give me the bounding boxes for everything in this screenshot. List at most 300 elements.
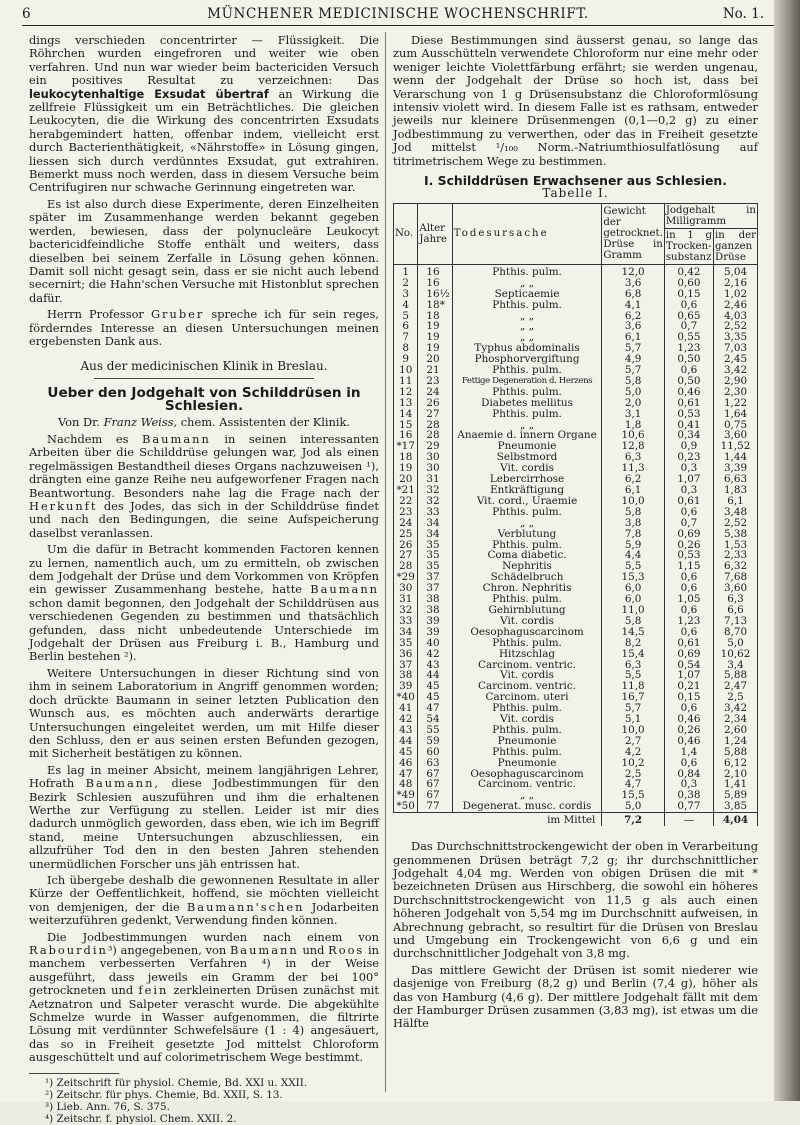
table-cell: 3,6 — [602, 278, 664, 289]
table-cell: 4,7 — [602, 779, 664, 790]
table-cell: 6 — [394, 321, 418, 332]
table-cell: 3,42 — [714, 703, 758, 714]
table-cell: 4,4 — [602, 550, 664, 561]
table-cell: 26 — [418, 398, 452, 409]
table-row — [394, 747, 758, 758]
table-cell: 67 — [418, 769, 452, 780]
table-cell: 4,1 — [602, 300, 664, 311]
table-row — [394, 681, 758, 692]
table-cell: 28 — [418, 430, 452, 441]
table-cell: 39 — [418, 616, 452, 627]
table-cell: 0,6 — [664, 627, 713, 638]
table-cell: Phthis. pulm. — [452, 594, 602, 605]
table-cell: 0,65 — [664, 311, 713, 322]
table-cell: 34 — [418, 518, 452, 529]
table-row — [394, 736, 758, 747]
table-cell: 39 — [394, 681, 418, 692]
table-cell: 8,2 — [602, 638, 664, 649]
table-cell: Phthis. pulm. — [452, 507, 602, 518]
table-row — [394, 594, 758, 605]
paragraph: Die Jodbestimmungen wurden nach einem von Rabourdin³) angegebenen, von Baumann und Roos in manchem verbesserten Verfahren ⁴) in der Weise ausgeführt, dass jeweils ein Gramm der bei 100° getrockneten und fein zerkleinerten Drüsen zunächst mit Aetznatron und Salpeter verascht wurde. Die abgekühlte Schmelze wurde in Wasser aufgenommen, die filtrirte Lösung mit verdünnter Schwefelsäure (1 : 4) angesäuert, das so in Freiheit gesetzte Jod mittelst Chloroform ausgeschüttelt und auf colorimetrischem Wege bestimmt. — [29, 929, 379, 1065]
article-author: Von Dr. Franz Weiss, chem. Assistenten der Klinik. — [57, 414, 350, 429]
table-cell: 45 — [418, 681, 452, 692]
paragraph: Weitere Untersuchungen in dieser Richtung sind von ihm in seinem Laboratorium in Angriff genommen worden; doch drückte Baumann in seiner letzten Publication den Wunsch aus, es möchten auch anderwärts derartige Untersuchungen eingeleitet werden, um mit Hilfe dieser den Schluss, den er aus seinen ersten Befunden gezogen, mit Sicherheit bestätigen zu können. — [29, 665, 379, 761]
table-cell: 43 — [394, 725, 418, 736]
table-cell: 5 — [394, 311, 418, 322]
table-cell: Phthis. pulm. — [452, 747, 602, 758]
table-cell: Vit. cord., Uraemie — [452, 496, 602, 507]
table-cell: Hitzschlag — [452, 649, 602, 660]
table-row — [394, 321, 758, 332]
table-cell: 42 — [418, 649, 452, 660]
table-cell: 2,60 — [714, 725, 758, 736]
table-cell: 0,26 — [664, 540, 713, 551]
table-cell: *40 — [394, 692, 418, 703]
table-cell: 16,7 — [602, 692, 664, 703]
table-cell: 2,34 — [714, 714, 758, 725]
table-cell: 2,52 — [714, 321, 758, 332]
table-cell: 2,45 — [714, 354, 758, 365]
table-cell: 44 — [394, 736, 418, 747]
table-cell: 35 — [418, 550, 452, 561]
table-cell: 1,83 — [714, 485, 758, 496]
footnote-rule — [29, 1073, 119, 1074]
table-cell: 32 — [394, 605, 418, 616]
table-cell: 37 — [394, 660, 418, 671]
table-cell: 34 — [418, 529, 452, 540]
table-cell: 2,5 — [714, 692, 758, 703]
table-cell: 0,6 — [664, 507, 713, 518]
table-cell: 16 — [394, 430, 418, 441]
table-row — [394, 649, 758, 660]
table-cell: 5,88 — [714, 747, 758, 758]
table-cell: 6,0 — [602, 583, 664, 594]
table-cell: 27 — [418, 409, 452, 420]
table-cell: 6,1 — [602, 485, 664, 496]
table-cell: 7,2 — [602, 813, 664, 826]
table-cell: 27 — [394, 550, 418, 561]
table-row — [394, 474, 758, 485]
table-cell: Carcinom. uteri — [452, 692, 602, 703]
table-cell: 3 — [394, 289, 418, 300]
author-name: Franz Weiss, — [103, 414, 178, 429]
table-cell: Pneumonie — [452, 736, 602, 747]
table-cell: 1,4 — [664, 747, 713, 758]
table-cell: 6,2 — [602, 474, 664, 485]
table-cell: 11,8 — [602, 681, 664, 692]
table-cell: „ „ — [452, 278, 602, 289]
table-cell: 7 — [394, 332, 418, 343]
table-row — [394, 430, 758, 441]
table-cell: 1,07 — [664, 474, 713, 485]
table-row — [394, 365, 758, 376]
table-cell: 16½ — [418, 289, 452, 300]
table-cell: 1,41 — [714, 779, 758, 790]
table-cell: *50 — [394, 801, 418, 812]
table-cell: 42 — [394, 714, 418, 725]
footnote: ²) Zeitschr. für phys. Chemie, Bd. XXII, S. 13. — [45, 1088, 283, 1101]
table-cell: 7,8 — [602, 529, 664, 540]
table-cell: 4 — [394, 300, 418, 311]
table-cell: 6,3 — [602, 660, 664, 671]
table-cell: Anaemie d. innern Organe — [452, 430, 602, 441]
table-cell: 67 — [418, 779, 452, 790]
table-cell: 37 — [418, 583, 452, 594]
col-header-jodgehalt: Jodgehalt in Milligramm — [665, 204, 756, 227]
col-header-gewicht: Gewicht der getrocknet. Drüse in Gramm — [602, 203, 664, 264]
table-cell: Phthis. pulm. — [452, 264, 602, 277]
table-cell: Pneumonie — [452, 441, 602, 452]
table-cell: 59 — [418, 736, 452, 747]
paragraph: Das mittlere Gewicht der Drüsen ist somit niederer wie dasjenige von Freiburg (8,2 g) und Berlin (7,4 g), höher als das von Hamburg (4,6 g). Der mittlere Jodgehalt fällt mit dem der Hamburger Drüsen zusammen (3,83 mg), ist etwas um die Hälfte — [393, 962, 758, 1031]
table-cell: Selbstmord — [452, 452, 602, 463]
table-cell: 13 — [394, 398, 418, 409]
table-cell: 4,04 — [714, 813, 758, 826]
table-cell: 0,46 — [664, 714, 713, 725]
table-cell: 1,24 — [714, 736, 758, 747]
paragraph: Es ist also durch diese Experimente, deren Einzelheiten später im Zusammenhange werden bekannt gegeben werden, bewiesen, dass der polynucleäre Leukocyt bactericidfeindliche Stoffe enthält und weiters, dass dieselben bei seinem Zerfalle in Lösung gehen können. Damit soll nicht gesagt sein, dass er sie nicht auch lebend secernirt; die Hahn'schen Versuche mit Histonblut sprechen dafür. — [29, 196, 379, 305]
table-cell: 5,8 — [602, 507, 664, 518]
table-cell: 30 — [394, 583, 418, 594]
table-cell: 5,0 — [602, 801, 664, 812]
table-cell: 2,52 — [714, 518, 758, 529]
col-header-todesursache: Todesursache — [452, 203, 602, 264]
paragraph: Es lag in meiner Absicht, meinem langjährigen Lehrer, Hofrath Baumann, diese Jodbestimmungen für den Bezirk Schlesien auszuführen und ihm die erhaltenen Werthe zur Verfügung zu stellen. Leider ist mir dies dadurch unmöglich geworden, dass eben, wie ich im Begriff stand, meine Untersuchungen abzuschliessen, ein allzufrüher Tod den in den besten Jahren stehenden unermüdlichen Forscher uns jäh entrissen hat. — [29, 762, 379, 871]
table-cell: 45 — [394, 747, 418, 758]
table-cell: 5,9 — [602, 540, 664, 551]
table-cell: Phthis. pulm. — [452, 387, 602, 398]
table-row — [394, 550, 758, 561]
table-cell: 2,10 — [714, 769, 758, 780]
table-row — [394, 692, 758, 703]
table-cell: 1 — [394, 264, 418, 277]
table-cell: 6,0 — [602, 594, 664, 605]
paragraph: dings verschieden concentrirter — Flüssigkeit. Die Röhrchen wurden eingefroren und weiter wie oben verfahren. Und nun war wieder beim bactericiden Versuch ein positives Resultat zu verzeichnen: Das leukocytenhaltige Exsudat übertraf an Wirkung die zellfreie Flüssigkeit um ein Beträchtliches. Die gleichen Leukocyten, die die Wirkung des concentrirten Exsudats herabgemindert hatten, offenbar indem, vielleicht erst durch Bacterienthätigkeit, «Nährstoffe» in Lösung gingen, liessen sich durch verdünntes Exsudat, gut extrahiren. Bemerkt muss noch werden, dass in diesem Versuche beim Centrifugiren nur schwache Gerinnung eingetreten war. — [29, 33, 379, 195]
section-rule — [94, 378, 314, 379]
table-cell: 18* — [418, 300, 452, 311]
table-cell: 10,62 — [714, 649, 758, 660]
table-cell: 1,23 — [664, 616, 713, 627]
table-cell: Vit. cordis — [452, 670, 602, 681]
table-cell: 5,88 — [714, 670, 758, 681]
table-cell: 0,6 — [664, 605, 713, 616]
table-cell: 38 — [418, 594, 452, 605]
table-row — [394, 660, 758, 671]
table-cell: Oesophaguscarcinom — [452, 769, 602, 780]
table-cell: 6,8 — [602, 289, 664, 300]
table-cell: 26 — [394, 540, 418, 551]
page-number: 6 — [22, 6, 31, 22]
table-cell: „ „ — [452, 790, 602, 801]
table-cell: 43 — [418, 660, 452, 671]
table-cell: 5,5 — [602, 561, 664, 572]
table-cell: 5,7 — [602, 365, 664, 376]
table-cell: 16 — [418, 278, 452, 289]
table-cell: 0,6 — [664, 365, 713, 376]
paragraph: Herrn Professor Gruber spreche ich für sein reges, förderndes Interesse an diesen Untersuchungen meinen ergebensten Dank aus. — [29, 307, 379, 348]
table-cell: 4,2 — [602, 747, 664, 758]
table-cell: 6,63 — [714, 474, 758, 485]
table-cell: „ „ — [452, 518, 602, 529]
table-row — [394, 264, 758, 277]
table-cell: Vit. cordis — [452, 616, 602, 627]
table-cell: Coma diabetic. — [452, 550, 602, 561]
table-cell: 19 — [418, 332, 452, 343]
table-cell: Phthis. pulm. — [452, 703, 602, 714]
table-cell: 5,5 — [602, 670, 664, 681]
table-cell: 20 — [394, 474, 418, 485]
table-cell: 22 — [394, 496, 418, 507]
table-cell: 0,26 — [664, 725, 713, 736]
person-name: Gruber — [150, 307, 205, 322]
table-row — [394, 409, 758, 420]
table-cell: 7,03 — [714, 343, 758, 354]
table-cell: 0,7 — [664, 321, 713, 332]
table-row — [394, 583, 758, 594]
table-cell: 60 — [418, 747, 452, 758]
table-cell: Degenerat. musc. cordis — [452, 801, 602, 812]
table-cell: 10,0 — [602, 725, 664, 736]
table-cell: 47 — [418, 703, 452, 714]
table-cell: 77 — [418, 801, 452, 812]
table-cell: „ „ — [452, 420, 602, 431]
table-cell: 3,6 — [602, 321, 664, 332]
table-cell: Gehirnblutung — [452, 605, 602, 616]
table-cell: *29 — [394, 572, 418, 583]
table-cell: Phthis. pulm. — [452, 300, 602, 311]
table-cell: 0,61 — [664, 496, 713, 507]
table-cell: *49 — [394, 790, 418, 801]
table-cell: „ „ — [452, 311, 602, 322]
footnote: ⁴) Zeitschr. f. physiol. Chem. XXII. 2. — [45, 1112, 237, 1125]
table-cell: Lebercirrhose — [452, 474, 602, 485]
table-cell: 6,3 — [714, 594, 758, 605]
table-cell: 19 — [418, 321, 452, 332]
table-cell: 55 — [418, 725, 452, 736]
table-row — [394, 561, 758, 572]
table-cell: 24 — [418, 387, 452, 398]
table-cell: Phthis. pulm. — [452, 725, 602, 736]
table-cell: 11 — [394, 376, 418, 387]
table-cell: 24 — [394, 518, 418, 529]
col-header-no: No. — [394, 203, 418, 264]
table-row — [394, 725, 758, 736]
table-row — [394, 387, 758, 398]
table-cell: 15,5 — [602, 790, 664, 801]
table-cell: 47 — [394, 769, 418, 780]
right-column — [393, 34, 758, 1034]
table-cell: 11,0 — [602, 605, 664, 616]
table-cell: Typhus abdominalis — [452, 343, 602, 354]
table-cell: 5,38 — [714, 529, 758, 540]
table-cell: 32 — [418, 496, 452, 507]
table-cell: 0,6 — [664, 703, 713, 714]
table-cell: 0,15 — [664, 289, 713, 300]
table-cell: 36 — [394, 649, 418, 660]
footnote: ³) Lieb. Ann. 76, S. 375. — [45, 1100, 170, 1113]
book-spine-shadow — [774, 0, 800, 1101]
table-cell: 12 — [394, 387, 418, 398]
table-row — [394, 311, 758, 322]
table-cell: 45 — [418, 692, 452, 703]
table-cell: 10,6 — [602, 430, 664, 441]
table-cell: 6,3 — [602, 452, 664, 463]
table-cell: 6,32 — [714, 561, 758, 572]
table-row — [394, 572, 758, 583]
table-cell: 12,8 — [602, 441, 664, 452]
table-row — [394, 703, 758, 714]
left-column — [29, 34, 379, 1125]
table-cell: Chron. Nephritis — [452, 583, 602, 594]
table-cell: 6,1 — [602, 332, 664, 343]
table-cell: Phthis. pulm. — [452, 540, 602, 551]
table-cell: 2,30 — [714, 387, 758, 398]
table-cell: 7,13 — [714, 616, 758, 627]
table-cell: 2,90 — [714, 376, 758, 387]
table-cell: 3,39 — [714, 463, 758, 474]
table-cell: 40 — [418, 638, 452, 649]
table-cell: 3,85 — [714, 801, 758, 812]
table-cell: Verblutung — [452, 529, 602, 540]
table-cell: 1,64 — [714, 409, 758, 420]
table-cell: 14,5 — [602, 627, 664, 638]
table-row — [394, 714, 758, 725]
table-cell: 5,0 — [714, 638, 758, 649]
table-cell: 0,69 — [664, 649, 713, 660]
table-cell: 21 — [418, 365, 452, 376]
table-cell: 8,70 — [714, 627, 758, 638]
table-cell: 14 — [394, 409, 418, 420]
table-cell: 41 — [394, 703, 418, 714]
table-cell: Oesophaguscarcinom — [452, 627, 602, 638]
article-title: Ueber den Jodgehalt von Schilddrüsen in Schlesien. — [47, 384, 361, 415]
table-cell: „ „ — [452, 321, 602, 332]
table-cell: 0,21 — [664, 681, 713, 692]
table-cell: 28 — [418, 420, 452, 431]
table-cell: 11,3 — [602, 463, 664, 474]
table-cell: 0,41 — [664, 420, 713, 431]
table-cell: 0,38 — [664, 790, 713, 801]
paragraph: Um die dafür in Betracht kommenden Factoren kennen zu lernen, namentlich auch, um zu ermitteln, ob zwischen dem Jodgehalt der Drüse und dem Vorkommen von Kröpfen ein gewisser Zusammenhang bestehe, hatte Baumann schon damit begonnen, den Jodgehalt der Schilddrüsen aus verschiedenen Gegenden zu bestimmen und thatsächlich gefunden, dass nicht unbedeutende Unterschiede im Jodgehalt der Drüsen aus Freiburg i. B., Hamburg und Berlin bestehen ²). — [29, 542, 379, 664]
table-cell: 0,3 — [664, 463, 713, 474]
table-cell: 0,55 — [664, 332, 713, 343]
table-cell: 5,1 — [602, 714, 664, 725]
iodine-table — [393, 203, 758, 826]
table-cell: 48 — [394, 779, 418, 790]
table-row — [394, 605, 758, 616]
table-cell: 31 — [418, 474, 452, 485]
table-cell: 0,42 — [664, 264, 713, 277]
table-cell: 63 — [418, 758, 452, 769]
table-cell: 5,8 — [602, 616, 664, 627]
table-cell: „ „ — [452, 332, 602, 343]
table-cell: 2,33 — [714, 550, 758, 561]
col-header-in-1g: in 1 g Trocken-substanz — [665, 229, 713, 263]
table-title: I. Schilddrüsen Erwachsener aus Schlesien. — [424, 173, 727, 189]
table-cell: 5,0 — [602, 387, 664, 398]
table-cell: 1,22 — [714, 398, 758, 409]
table-cell: 10 — [394, 365, 418, 376]
table-cell: Phthis. pulm. — [452, 638, 602, 649]
table-cell: Carcinom. ventric. — [452, 660, 602, 671]
table-row — [394, 638, 758, 649]
table-cell: *17 — [394, 441, 418, 452]
paragraph: Nachdem es Baumann in seinen interessanten Arbeiten über die Schilddrüse gelungen war, Jod als einen regelmässigen Bestandtheil dieses Organs nachzuweisen ¹), drängten eine ganze Reihe neu aufgeworfener Fragen nach Beantwortung. Besonders nahe lag die Frage nach der Herkunft des Jodes, das sich in der Schilddrüse findet und nach den Bedingungen, die seine Aufspeicherung daselbst veranlassen. — [29, 431, 380, 540]
table-cell: Phosphorvergiftung — [452, 354, 602, 365]
journal-title: MÜNCHENER MEDICINISCHE WOCHENSCHRIFT. — [207, 6, 589, 22]
table-cell: 0,15 — [664, 692, 713, 703]
table-cell: 0,54 — [664, 660, 713, 671]
table-cell: 3,8 — [602, 518, 664, 529]
table-cell: 7,68 — [714, 572, 758, 583]
table-cell: 38 — [418, 605, 452, 616]
table-cell: 5,8 — [602, 376, 664, 387]
table-cell: Phthis. pulm. — [452, 409, 602, 420]
table-cell: 3,42 — [714, 365, 758, 376]
table-cell: 0,61 — [664, 638, 713, 649]
table-cell: Septicaemie — [452, 289, 602, 300]
table-cell: 0,53 — [664, 409, 713, 420]
paragraph: Ich übergebe deshalb die gewonnenen Resultate in aller Kürze der Oeffentlichkeit, hoffend, sie möchten vielleicht von demjenigen, der die Baumann'schen Jodarbeiten weiterzuführen gedenkt, Verwendung finden können. — [29, 872, 379, 928]
table-cell: Fettige Degeneration d. Herzens — [452, 376, 602, 387]
table-cell: — — [664, 813, 713, 826]
table-cell: 19 — [394, 463, 418, 474]
table-cell: 0,50 — [664, 376, 713, 387]
table-cell: 67 — [418, 790, 452, 801]
table-row — [394, 354, 758, 365]
column-divider — [385, 32, 386, 1092]
table-row — [394, 398, 758, 409]
table-cell: 38 — [394, 670, 418, 681]
table-cell: 3,48 — [714, 507, 758, 518]
table-cell: 0,53 — [664, 550, 713, 561]
table-row — [394, 779, 758, 790]
table-cell: 0,6 — [664, 300, 713, 311]
table-cell: 25 — [394, 529, 418, 540]
table-cell: 5,89 — [714, 790, 758, 801]
issue-number: No. 1. — [722, 6, 764, 22]
table-cell: Pneumonie — [452, 758, 602, 769]
table-row — [394, 496, 758, 507]
table-cell: 16 — [418, 264, 452, 277]
table-cell: 15 — [394, 420, 418, 431]
table-cell: 20 — [418, 354, 452, 365]
table-cell: 5,7 — [602, 703, 664, 714]
table-cell: 0,84 — [664, 769, 713, 780]
table-cell: Schädelbruch — [452, 572, 602, 583]
table-cell: 54 — [418, 714, 452, 725]
table-cell: 6,12 — [714, 758, 758, 769]
table-cell: 15,3 — [602, 572, 664, 583]
table-cell: Entkräftigung — [452, 485, 602, 496]
table-cell: 46 — [394, 758, 418, 769]
table-cell: 0,77 — [664, 801, 713, 812]
running-header — [22, 5, 774, 26]
table-cell: 0,7 — [664, 518, 713, 529]
table-cell: 35 — [418, 540, 452, 551]
table-row — [394, 376, 758, 387]
table-cell: 33 — [418, 507, 452, 518]
table-cell: 0,6 — [664, 583, 713, 594]
table-cell: 0,60 — [664, 278, 713, 289]
footnote: ¹) Zeitschrift für physiol. Chemie, Bd. XXI u. XXII. — [45, 1076, 308, 1089]
table-cell: 35 — [394, 638, 418, 649]
table-cell: 1,07 — [664, 670, 713, 681]
table-cell: 37 — [418, 572, 452, 583]
table-cell: 39 — [418, 627, 452, 638]
table-cell: 33 — [394, 616, 418, 627]
table-subtitle: Tabelle I. — [542, 186, 609, 201]
